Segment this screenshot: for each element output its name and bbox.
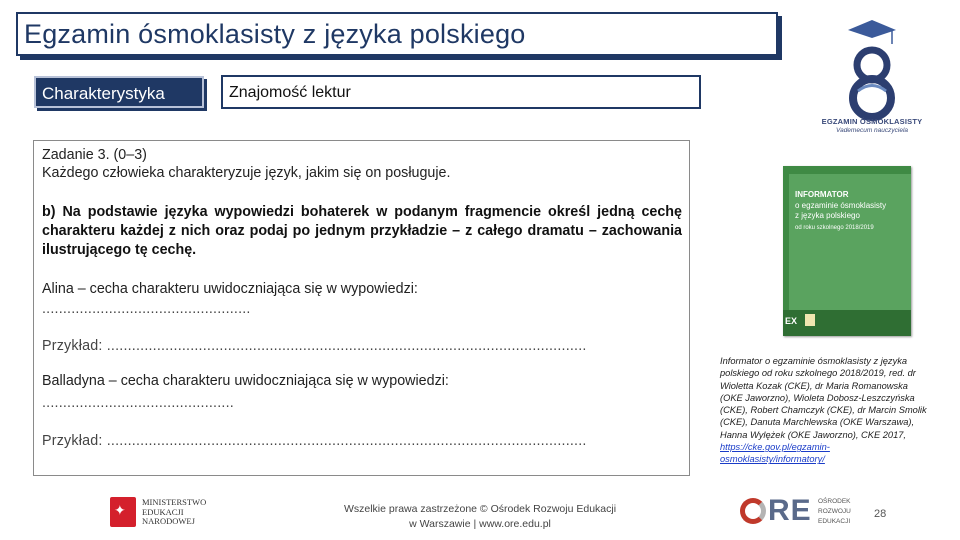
ore-sub-2: ROZWOJU xyxy=(818,508,851,515)
task-part-b: b) Na podstawie języka wypowiedzi bohaterek w podanym fragmencie określ jedną cechę charakteru każdej z nich oraz podaj po jednym przykładzie – z całego dramatu – zachowania ilustrującego tę cechę. xyxy=(42,204,682,258)
ore-logo xyxy=(740,495,870,531)
copyright-line-2: w Warszawie | www.ore.edu.pl xyxy=(409,518,551,530)
reference-link[interactable]: https://cke.gov.pl/egzamin-osmoklasisty/informatory/ xyxy=(720,442,830,465)
logo-subcaption: Vademecum nauczyciela xyxy=(835,127,909,134)
category-tag-label: Charakterystyka xyxy=(42,84,165,103)
logo-caption: EGZAMIN ÓSMOKLASISTY xyxy=(821,117,923,126)
ore-sub-3: EDUKACJI xyxy=(818,518,851,525)
task-heading: Zadanie 3. (0–3) xyxy=(42,147,147,163)
ministry-line-1: MINISTERSTWO xyxy=(142,497,207,507)
cover-emblem-icon xyxy=(805,314,815,326)
subject-label: Znajomość lektur xyxy=(229,84,351,101)
task-intro: Każdego człowieka charakteryzuje język, jakim się on posługuje. xyxy=(42,165,451,181)
reference-note xyxy=(720,355,932,466)
cover-line-3: z języka polskiego xyxy=(795,211,860,220)
alina-answer-line: .................................................. xyxy=(42,301,251,317)
copyright-line-1: Wszelkie prawa zastrzeżone © Ośrodek Rozwoju Edukacji xyxy=(343,503,617,515)
ministry-text xyxy=(142,498,206,527)
footer-copyright xyxy=(320,502,640,532)
ore-subtitle xyxy=(818,497,851,527)
reference-text: Informator o egzaminie ósmoklasisty z języka polskiego od roku szkolnego 2018/2019, red. dr Wioletta Kozak (CKE), dr Maria Romanowska (OKE Jaworzno), Wioleta Dobosz-Leszczyńska (CKE), Robert Chamczyk (CKE), dr Marcin Smolik (CKE), Danuta Marchlewska (OKE Warszawa), Hanna Wylężek (OKE Jaworzno), CKE 2017, xyxy=(720,356,927,440)
cover-line-4: od roku szkolnego 2018/2019 xyxy=(795,224,874,231)
alina-label: Alina – cecha charakteru uwidoczniająca się w wypowiedzi: xyxy=(42,281,418,297)
informator-cover xyxy=(783,166,911,336)
ore-logo-text: RE xyxy=(768,494,812,527)
balladyna-answer-line: .............................................. xyxy=(42,395,234,411)
task-box xyxy=(33,140,690,476)
page-number: 28 xyxy=(874,508,887,520)
category-tag xyxy=(34,76,204,108)
cover-title xyxy=(795,190,886,233)
example2-line: Przykład: ................................................................................................................... xyxy=(42,433,587,449)
balladyna-label: Balladyna – cecha charakteru uwidoczniająca się w wypowiedzi: xyxy=(42,373,449,389)
cover-line-1: INFORMATOR xyxy=(795,190,849,199)
ore-circle-icon xyxy=(740,498,766,524)
cover-corner-label: EX xyxy=(785,316,798,326)
ministry-line-3: NARODOWEJ xyxy=(142,516,195,526)
ministry-logo xyxy=(110,497,220,529)
cover-footer xyxy=(783,310,911,336)
example1-line: Przykład: ................................................................................................................... xyxy=(42,338,587,354)
title-box xyxy=(16,12,778,56)
ore-sub-1: OŚRODEK xyxy=(818,498,851,505)
eagle-emblem-icon: ✦ xyxy=(110,497,136,527)
subject-box xyxy=(221,75,701,109)
cover-line-2: o egzaminie ósmoklasisty xyxy=(795,200,887,210)
ministry-line-2: EDUKACJI xyxy=(142,506,184,517)
page-title: Egzamin ósmoklasisty z języka polskiego xyxy=(24,19,526,49)
